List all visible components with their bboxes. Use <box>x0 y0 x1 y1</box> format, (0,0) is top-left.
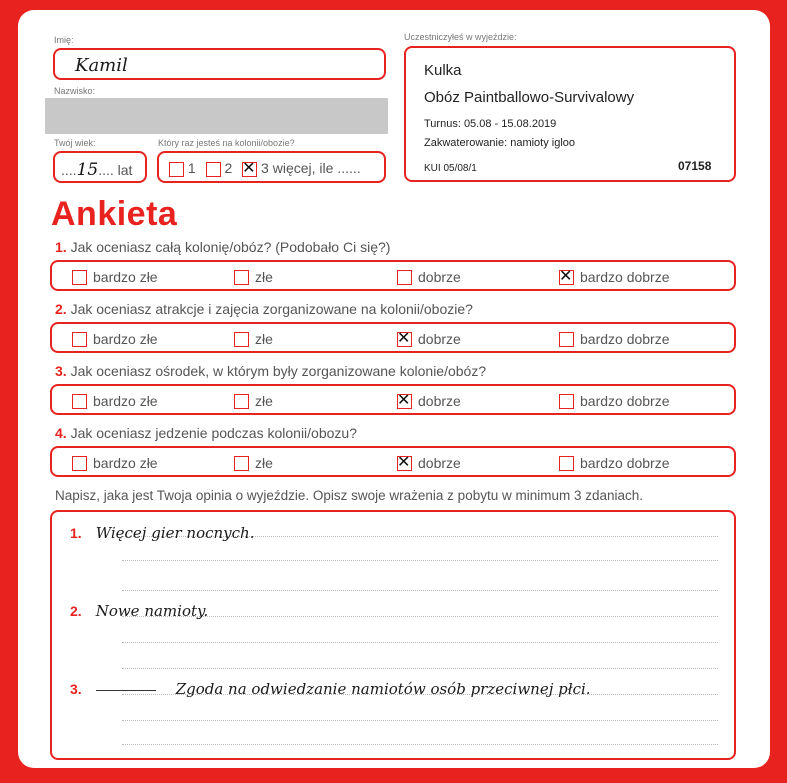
question-text: Jak oceniasz atrakcje i zajęcia zorganizowane na kolonii/obozie? <box>70 301 473 317</box>
visit-checkbox-2[interactable] <box>206 162 221 177</box>
camp-accommodation: namioty igloo <box>510 137 576 149</box>
option-label: dobrze <box>418 331 461 347</box>
option-checkbox[interactable] <box>559 265 574 285</box>
option-1[interactable] <box>72 393 158 409</box>
option-2[interactable] <box>234 455 273 471</box>
surname-redacted <box>45 98 388 134</box>
option-2[interactable] <box>234 331 273 347</box>
answer-1: 1. Więcej gier nocnych. <box>70 524 255 542</box>
camp-number: 07158 <box>678 159 712 173</box>
check-mark-icon: ✕ <box>397 327 411 347</box>
option-3[interactable] <box>397 269 461 285</box>
option-label: bardzo złe <box>93 393 158 409</box>
answer-2: 2. Nowe namioty. <box>70 602 209 620</box>
option-checkbox[interactable] <box>234 332 249 347</box>
option-4[interactable] <box>559 265 670 285</box>
option-checkbox[interactable] <box>72 456 87 471</box>
option-label: dobrze <box>418 455 461 471</box>
ruled-line <box>122 744 718 745</box>
participant-label: Uczestniczyłeś w wyjeździe: <box>404 32 517 42</box>
ruled-line <box>122 668 718 669</box>
check-mark-icon: ✕ <box>242 157 256 177</box>
option-1[interactable] <box>72 269 158 285</box>
visit-checkbox-3[interactable] <box>242 157 257 177</box>
option-1[interactable] <box>72 455 158 471</box>
option-label: złe <box>255 331 273 347</box>
visit-label: Który raz jesteś na kolonii/obozie? <box>158 138 295 148</box>
option-label: dobrze <box>418 393 461 409</box>
option-label: bardzo dobrze <box>580 393 670 409</box>
option-label: złe <box>255 269 273 285</box>
camp-info-box <box>404 46 736 182</box>
survey-title: Ankieta <box>51 195 178 233</box>
camp-program: Obóz Paintballowo-Survivalowy <box>424 89 635 106</box>
option-checkbox[interactable] <box>72 270 87 285</box>
question-2-options <box>50 322 736 353</box>
camp-accommodation-label: Zakwaterowanie: <box>424 137 508 149</box>
option-checkbox[interactable] <box>72 332 87 347</box>
option-checkbox[interactable] <box>559 456 574 471</box>
option-label: złe <box>255 393 273 409</box>
question-number: 3. <box>55 363 67 379</box>
check-mark-icon: ✕ <box>397 451 411 471</box>
name-field[interactable] <box>53 48 386 80</box>
option-checkbox[interactable] <box>397 270 412 285</box>
option-label: bardzo złe <box>93 269 158 285</box>
visit-option-1: 1 <box>187 160 196 176</box>
option-label: bardzo dobrze <box>580 455 670 471</box>
surname-label: Nazwisko: <box>54 86 96 96</box>
option-label: bardzo złe <box>93 455 158 471</box>
option-label: bardzo dobrze <box>580 269 670 285</box>
option-2[interactable] <box>234 393 273 409</box>
option-4[interactable] <box>559 393 670 409</box>
option-checkbox[interactable] <box>234 394 249 409</box>
option-label: dobrze <box>418 269 461 285</box>
option-checkbox[interactable] <box>397 327 412 347</box>
opinion-box[interactable] <box>50 510 736 760</box>
answer-3: 3. Zgoda na odwiedzanie namiotów osób przeciwnej płci. <box>70 680 591 698</box>
answer-1-text: Więcej gier nocnych. <box>95 524 255 542</box>
age-value: 15 <box>76 160 99 180</box>
option-checkbox[interactable] <box>234 270 249 285</box>
check-mark-icon: ✕ <box>397 389 411 409</box>
option-checkbox[interactable] <box>559 394 574 409</box>
option-2[interactable] <box>234 269 273 285</box>
option-checkbox[interactable] <box>72 394 87 409</box>
option-1[interactable] <box>72 331 158 347</box>
ruled-line <box>122 590 718 591</box>
option-3[interactable] <box>397 327 461 347</box>
age-prefix: .... <box>61 162 77 178</box>
ruled-line <box>122 642 718 643</box>
question-text: Jak oceniasz ośrodek, w którym były zorganizowane kolonie/obóz? <box>70 363 487 379</box>
check-mark-icon: ✕ <box>559 265 573 285</box>
opinion-prompt: Napisz, jaka jest Twoja opinia o wyjeździe. Opisz swoje wrażenia z pobytu w minimum 3 zdaniach. <box>55 488 644 503</box>
question-4 <box>55 425 357 441</box>
answer-2-text: Nowe namioty. <box>95 602 209 620</box>
question-number: 2. <box>55 301 67 317</box>
age-suffix: .... lat <box>98 162 133 178</box>
camp-turnus: Turnus: 05.08 - 15.08.2019 <box>424 118 557 130</box>
visit-option-3: 3 więcej, ile ...... <box>261 160 361 176</box>
ruled-line <box>122 560 718 561</box>
question-4-options <box>50 446 736 477</box>
name-label: Imię: <box>54 35 74 45</box>
option-3[interactable] <box>397 389 461 409</box>
option-label: bardzo złe <box>93 331 158 347</box>
question-text: Jak oceniasz jedzenie podczas kolonii/obozu? <box>70 425 357 441</box>
camp-name: Kulka <box>424 62 462 79</box>
survey-sheet <box>18 10 770 768</box>
question-3 <box>55 363 486 379</box>
camp-code: KUI 05/08/1 <box>424 163 477 174</box>
option-checkbox[interactable] <box>559 332 574 347</box>
answer-3-text: Zgoda na odwiedzanie namiotów osób przeciwnej płci. <box>175 680 591 698</box>
visit-option-2: 2 <box>224 160 233 176</box>
option-checkbox[interactable] <box>234 456 249 471</box>
question-3-options <box>50 384 736 415</box>
option-checkbox[interactable] <box>397 389 412 409</box>
option-label: złe <box>255 455 273 471</box>
age-label: Twój wiek: <box>54 138 96 148</box>
option-4[interactable] <box>559 331 670 347</box>
ruled-line <box>122 720 718 721</box>
question-number: 4. <box>55 425 67 441</box>
ruled-line <box>122 616 718 617</box>
age-field[interactable] <box>53 151 147 183</box>
option-checkbox[interactable] <box>397 451 412 471</box>
visit-options <box>157 151 386 183</box>
option-4[interactable] <box>559 455 670 471</box>
option-3[interactable] <box>397 451 461 471</box>
question-text: Jak oceniasz całą kolonię/obóz? (Podobało Ci się?) <box>70 239 391 255</box>
strikethrough-scribble <box>96 690 156 691</box>
question-1-options <box>50 260 736 291</box>
question-1 <box>55 239 390 255</box>
question-2 <box>55 301 473 317</box>
name-value: Kamil <box>75 55 128 76</box>
option-label: bardzo dobrze <box>580 331 670 347</box>
question-number: 1. <box>55 239 67 255</box>
visit-checkbox-1[interactable] <box>169 162 184 177</box>
